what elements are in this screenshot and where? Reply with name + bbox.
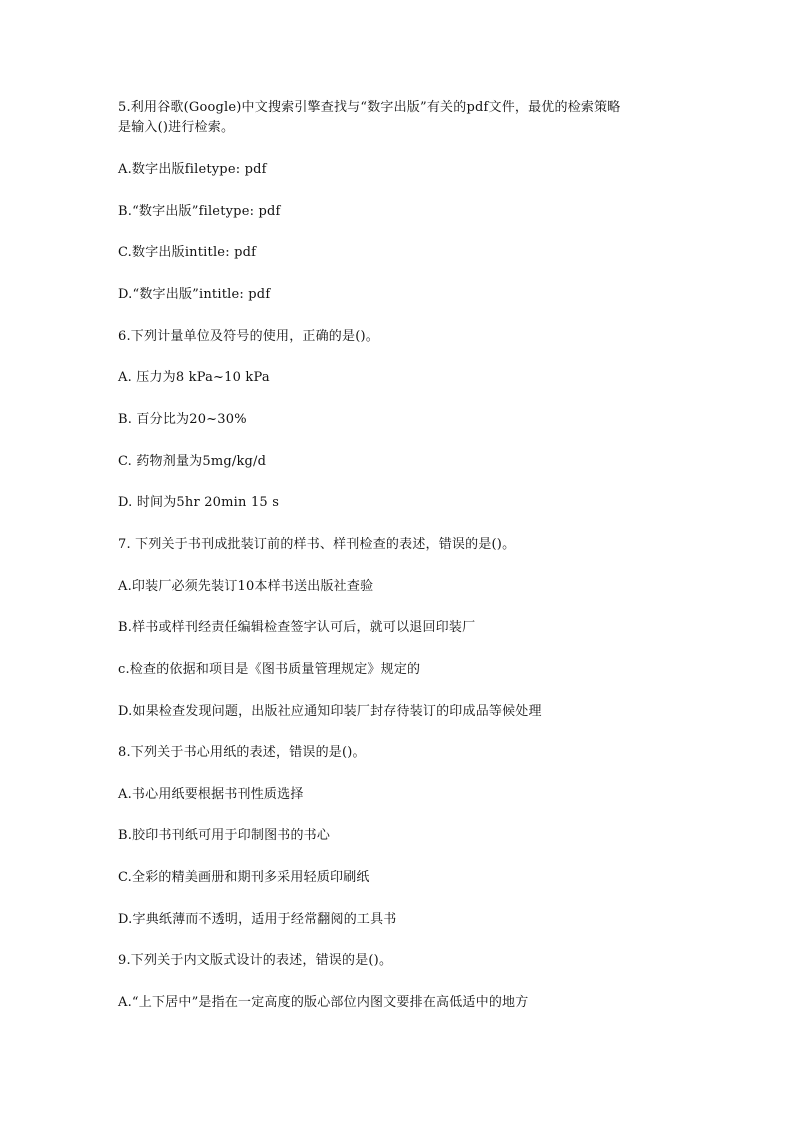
q9-stem: 9.下列关于内文版式设计的表述，错误的是()。	[118, 953, 393, 968]
q6-option-d: D. 时间为5hr 20min 15 s	[118, 495, 280, 510]
q5-option-d: D.“数字出版”intitle: pdf	[118, 287, 271, 302]
q8-option-d: D.字典纸薄而不透明，适用于经常翻阅的工具书	[118, 912, 397, 927]
q9-option-a: A.“上下居中”是指在一定高度的版心部位内图文要排在高低适中的地方	[118, 995, 529, 1010]
q8-option-c: C.全彩的精美画册和期刊多采用轻质印刷纸	[118, 870, 370, 885]
q6-option-a: A. 压力为8 kPa~10 kPa	[118, 370, 270, 385]
q7-option-b: B.样书或样刊经责任编辑检查签字认可后，就可以退回印装厂	[118, 620, 476, 635]
q5-stem-line1: 5.利用谷歌(Google)中文搜索引擎查找与“数字出版”有关的pdf文件，最优的检索策略	[118, 100, 621, 115]
q5-stem-line2: 是输入()进行检索。	[118, 120, 235, 135]
q5-option-b: B.“数字出版”filetype: pdf	[118, 204, 281, 219]
q5-option-c: C.数字出版intitle: pdf	[118, 245, 257, 260]
q6-option-c: C. 药物剂量为5mg/kg/d	[118, 454, 267, 469]
q8-option-b: B.胶印书刊纸可用于印制图书的书心	[118, 828, 331, 843]
q7-stem: 7. 下列关于书刊成批装订前的样书、样刊检查的表述，错误的是()。	[118, 537, 516, 552]
q8-option-a: A.书心用纸要根据书刊性质选择	[118, 787, 304, 802]
q7-option-c: c.检查的依据和项目是《图书质量管理规定》规定的	[118, 662, 421, 677]
q8-stem: 8.下列关于书心用纸的表述，错误的是()。	[118, 745, 366, 760]
q6-stem: 6.下列计量单位及符号的使用，正确的是()。	[118, 329, 379, 344]
q6-option-b: B. 百分比为20~30%	[118, 412, 247, 427]
q5-option-a: A.数字出版filetype: pdf	[118, 162, 267, 177]
q7-option-d: D.如果检查发现问题，出版社应通知印装厂封存待装订的印成品等候处理	[118, 704, 542, 719]
q7-option-a: A.印装厂必须先装订10本样书送出版社查验	[118, 579, 374, 594]
